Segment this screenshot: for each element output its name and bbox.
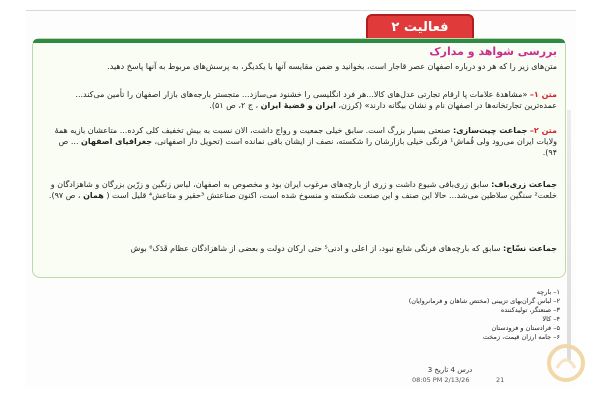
text2-part3-paragraph [43,243,557,254]
activity-title-tab [366,14,474,40]
text2-p2: سابق زری‌بافی شیوع داشت و زری از بارچه‌های مرغوب ایران بود و مخصوص به اصفهان، لباس زنگین و زرّین بزرگان و شاهزادگان و خلعت² سنگین سلاطین می‌شد... حالا این صنف و این صنعت شکسته و منسوخ شده است، اکنون صناعتش ³حقیر و متاعش⁴ قلیل است ( [50,180,557,200]
footnote-item: ۱– بارچه [536,288,560,296]
text1-source: ایران و قضیهٔ ایران [260,101,336,110]
text1-paragraph [43,89,557,111]
text2-sub3: جماعت نسّاج: [503,244,557,253]
text2-ref2: ، ص ۹۷). [48,191,81,200]
text2-source1: جغرافیای اصفهان [81,137,152,146]
text2-part2-paragraph [43,179,557,201]
text1-body: «مشاهدهٔ علامات پا ارقام تجارتی عدل‌های کالا...هر فرد انگلیسی را خشنود می‌سازد... متجستر بارجه‌های بازار اصفهان را تأمین می‌کند... عمده‌ترین تجارتخانه‌ها در اصفهان نام و نشان بیگانه دارند» (کرزن، [75,90,557,110]
text1-label: متن ۱– [529,90,557,99]
text2-source2: همان [83,191,104,200]
text2-label: متن ۲– [529,126,557,135]
footnote-item: ۲– لباس گران‌بهای تزیینی (مختص شاهان و فرمانروایان) [408,297,560,305]
activity-content-box [32,38,566,278]
intro-paragraph: متن‌های زیر را که هر دو درباره اصفهان عصر قاجار است، بخوانید و ضمن مقایسه آنها با یکدیگر، به پرسش‌های مربوط به آنها پاسخ دهید. [107,62,557,71]
watermark-logo-icon [545,342,587,384]
footnote-item: ۴– کالا [542,315,560,323]
footer-lesson: درس 4 تاریخ 3 [427,366,473,374]
text2-p1: صنعتی بسیار بزرگ است. سابق خیلی جمعیت و رواج داشت، الان نسبت به بیش تخفیف کلی کرده... متاعشان بازیه همهٔ ولایات ایران می‌رود ولی قُماش¹ فرنگی خیلی بازارشان را شکسته، نصف از ایشان باقی نمانده است (تحویل دار اصفهانی، [54,126,557,146]
text2-sub2: جماعت زری‌باف: [491,180,557,189]
footnote-item: ۶– جامه ارزان قیمت، زمخت [482,333,560,341]
text2-p3: سابق که بارچه‌های فرنگی شایع نبود، از اعلی و ادنی⁵ حتی ارکان دولت و بعضی از شاهزادگان عظام قَدَک⁶ بوش [130,244,501,253]
text2-part1-paragraph [43,125,557,158]
footer-datetime: 08:05 PM 2/13/26 [412,376,470,384]
text1-ref: ، ج ۲، ص ۵۱). [209,101,259,110]
content-top-bar [33,39,565,43]
footnote-item: ۳– صنعتگر، تولیدکننده [500,306,560,314]
text2-sub1: جماعت چیت‌سازی: [453,126,528,135]
footnote-item: ۵– فرادستان و فرودستان [491,324,560,332]
section-heading: بررسی شواهد و مدارک [429,45,557,58]
footnotes [330,288,560,342]
text2-ref1: ... ص ۹۴). [58,137,557,157]
activity-title: فعالیت ۲ [391,19,449,35]
side-stripe [567,110,571,360]
footer-page-number: 21 [496,376,505,384]
